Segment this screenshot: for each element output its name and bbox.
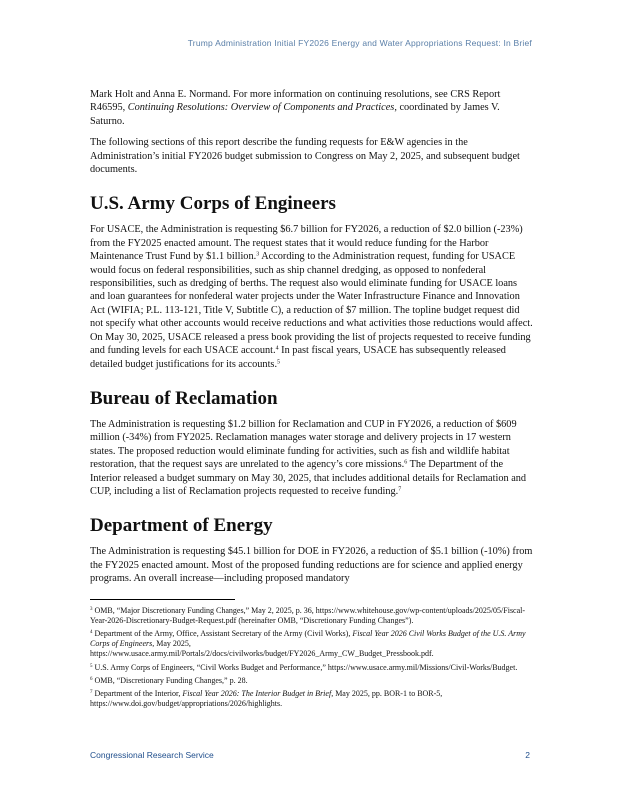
intro-text-a: Mark Holt and Anna E. Normand. For more information on continuing resolutions, see CRS Report R46595,	[90, 89, 501, 114]
footnote-4	[90, 629, 533, 660]
footnote-text: OMB, “Discretionary Funding Changes,” p. 28.	[92, 675, 248, 685]
footnote-number: 6	[90, 676, 93, 682]
footnote-ref-6[interactable]: 6	[404, 459, 408, 466]
footnote-ref-3[interactable]: 3	[256, 251, 260, 258]
footnote-number: 7	[90, 689, 93, 695]
footnote-text: U.S. Army Corps of Engineers, “Civil Works Budget and Performance,” https://www.usace.army.mil/Missions/Civil-Works/Budget.	[92, 662, 518, 672]
footnote-text: , May 2025, pp. BOR-1 to BOR-5, https://www.doi.gov/budget/appropriations/2026/highlights.	[90, 688, 443, 709]
footnote-ref-4[interactable]: 4	[275, 345, 279, 352]
footnote-text: , May 2025, https://www.usace.army.mil/Portals/2/docs/civilworks/budget/FY2026_Army_CW_Budget_Pressbook.pdf.	[90, 639, 434, 659]
usace-paragraph	[90, 223, 533, 370]
footnote-7	[90, 689, 533, 709]
reclamation-text-a: The Administration is requesting $1.2 billion for Reclamation and CUP in FY2026, a reduction of $609 million (-34%) from FY2025. Reclamation manages water storage and delivery projects in 17 western states. The proposed reduction would eliminate funding for activities, such as fish and wildlife habitat restoration, that the request says are unrelated to the agency’s core missions.	[90, 418, 517, 471]
heading-doe: Department of Energy	[90, 515, 273, 537]
running-header: Trump Administration Initial FY2026 Energy and Water Appropriations Request: In Brief	[187, 38, 532, 48]
footnote-3	[90, 606, 533, 626]
footnote-ref-7[interactable]: 7	[398, 486, 402, 493]
footnote-number: 3	[90, 606, 93, 612]
report-title: Continuing Resolutions: Overview of Components and Practices	[127, 102, 395, 114]
footnote-number: 5	[90, 663, 93, 669]
heading-reclamation: Bureau of Reclamation	[90, 387, 278, 409]
intro-paragraph	[90, 88, 533, 128]
footnote-title: Fiscal Year 2026 Civil Works Budget of the U.S. Army Corps of Engineers	[90, 628, 526, 649]
footnote-title: Fiscal Year 2026: The Interior Budget in Brief	[182, 688, 332, 698]
footnote-divider	[90, 599, 235, 600]
usace-text-a: For USACE, the Administration is requesting $6.7 billion for FY2026, a reduction of $2.0 billion (-23%) from the FY2025 enacted amount. The request states that it would reduce funding for the Harbor Maintenance Trust Fund by $1.1 billion.	[90, 224, 523, 263]
footnote-text: Department of the Interior,	[92, 688, 183, 698]
reclamation-text-b: The Department of the Interior released a budget summary on May 30, 2025, that includes additional details for Reclamation and CUP, including a list of Reclamation projects requested to receive funding.	[90, 459, 527, 497]
footnote-5	[90, 663, 533, 673]
doe-paragraph: The Administration is requesting $45.1 billion for DOE in FY2026, a reduction of $5.1 billion (-10%) from the FY2025 enacted amount. Most of the proposed funding reductions are for science and applied energy programs. An overall increase—including proposed mandatory	[90, 546, 533, 585]
footnote-ref-5[interactable]: 5	[277, 359, 281, 365]
page-number: 2	[525, 750, 530, 760]
sections-paragraph: The following sections of this report describe the funding requests for E&W agencies in the Administration’s initial FY2026 budget submission to Congress on May 2, 2025, and subsequent budget documents.	[90, 137, 520, 176]
intro-text-b: , coordinated by James V. Saturno.	[90, 102, 500, 127]
page-body	[90, 88, 533, 712]
footer-org: Congressional Research Service	[90, 750, 214, 760]
footnote-number: 4	[90, 629, 93, 635]
footnote-text: OMB, “Major Discretionary Funding Changes,” May 2, 2025, p. 36, https://www.whitehouse.gov/wp-content/uploads/2025/05/Fiscal-Year-2026-Discretionary-Budget-Request.pdf (hereinafter OMB, “Discretionary Funding Changes”).	[90, 605, 526, 625]
footnote-text: Department of the Army, Office, Assistant Secretary of the Army (Civil Works),	[92, 628, 353, 638]
usace-text-c: In past fiscal years, USACE has subsequently released detailed budget justifications for its accounts.	[90, 345, 506, 370]
heading-usace: U.S. Army Corps of Engineers	[90, 193, 336, 215]
footnote-6	[90, 676, 533, 686]
reclamation-paragraph	[90, 418, 533, 498]
usace-text-b: According to the Administration request, funding for USACE would focus on federal responsibilities, such as ship channel dredging, as opposed to nonfederal responsibilities, such as dredging of berths. The request also would eliminate funding for USACE loans and loan guarantees for nonfederal water projects under the Water Infrastructure Finance and Innovation Act (WIFIA; P.L. 113-121, Title V, Subtitle C), a reduction of $7 million. The topline budget request did not specify what other accounts would receive reductions and what activities those reductions would affect. On May 30, 2025, USACE released a press book providing the list of projects requested to receive funding and funding levels for each USACE account.	[90, 251, 533, 357]
